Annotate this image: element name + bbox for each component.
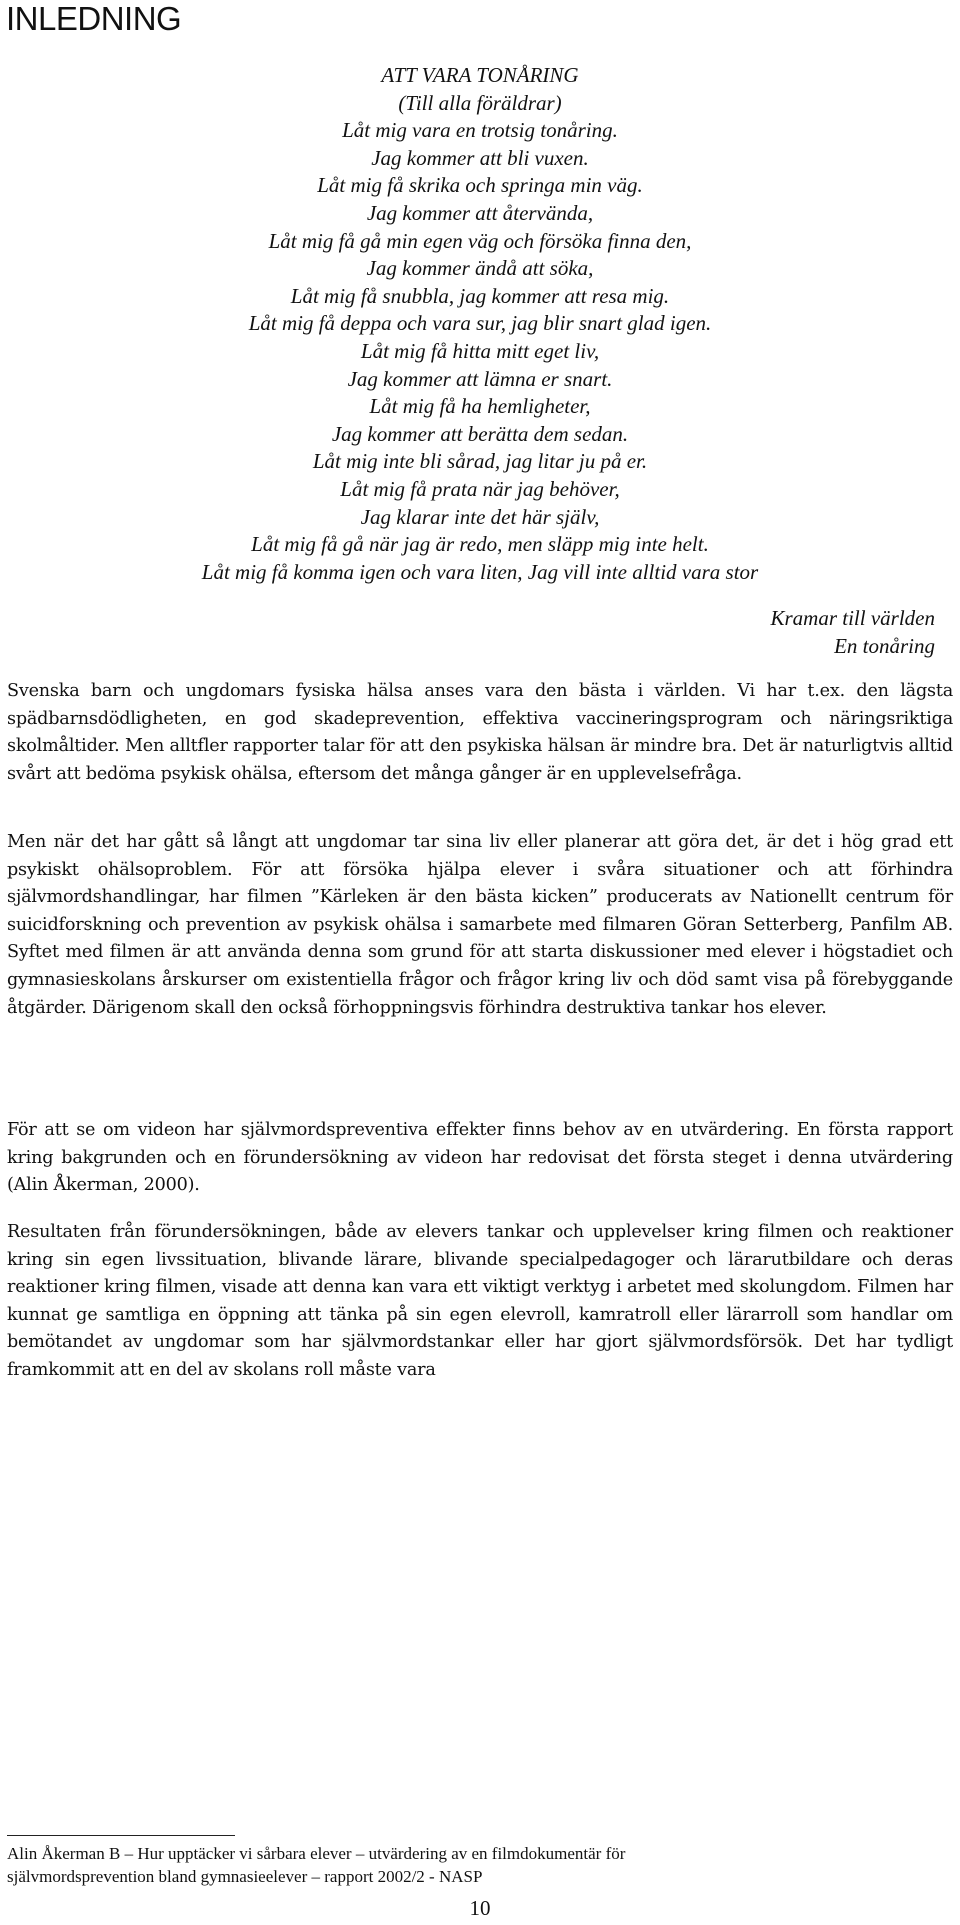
- poem: [0, 62, 960, 586]
- poem-line: Låt mig få komma igen och vara liten, Jag vill inte alltid vara stor: [201, 559, 759, 584]
- poem-line: Låt mig få gå min egen väg och försöka finna den,: [268, 228, 692, 253]
- page-footer: [7, 1842, 953, 1888]
- poem-line: Låt mig vara en trotsig tonåring.: [342, 118, 618, 143]
- poem-line: Jag kommer ändå att söka,: [366, 256, 594, 281]
- signoff-author: En tonåring: [834, 633, 935, 658]
- poem-line: Låt mig få gå när jag är redo, men släpp mig inte helt.: [251, 532, 709, 557]
- footer-citation-line-2: självmordsprevention bland gymnasieelever – rapport 2002/2 - NASP: [7, 1867, 483, 1886]
- body-paragraph: Svenska barn och ungdomars fysiska hälsa anses vara den bästa i världen. Vi har t.ex. den lägsta spädbarnsdödligheten, en god skadeprevention, effektiva vaccineringsprogram och näringsriktiga skolmåltider. Men alltfler rapporter talar för att den psykiska hälsan är mindre bra. Det är naturligtvis alltid svårt att bedöma psykisk ohälsa, eftersom det många gånger är en upplevelsefråga.: [7, 681, 953, 784]
- poem-line: Jag kommer att berätta dem sedan.: [331, 421, 629, 446]
- poem-line: Jag kommer att lämna er snart.: [347, 366, 613, 391]
- poem-line: Låt mig få snubbla, jag kommer att resa mig.: [290, 283, 670, 308]
- body-paragraph: För att se om videon har självmordspreventiva effekter finns behov av en utvärdering. En första rapport kring bakgrunden och en förundersökning av videon har redovisat det första steget i denna utvärdering (Alin Åkerman, 2000).: [7, 1120, 953, 1196]
- poem-title: ATT VARA TONÅRING: [381, 63, 579, 87]
- poem-line: Jag klarar inte det här själv,: [360, 504, 600, 529]
- poem-line: Låt mig få ha hemligheter,: [369, 394, 591, 419]
- poem-line: Låt mig få skrika och springa min väg.: [317, 173, 643, 198]
- footer-citation-line-1: Alin Åkerman B – Hur upptäcker vi sårbara elever – utvärdering av en filmdokumentär för: [7, 1844, 626, 1863]
- signoff-line: Kramar till världen: [770, 606, 935, 630]
- poem-line: Låt mig få prata när jag behöver,: [340, 476, 620, 501]
- page-number: 10: [469, 1896, 491, 1920]
- poem-line: Jag kommer att bli vuxen.: [371, 145, 589, 170]
- body-paragraph: Men när det har gått så långt att ungdomar tar sina liv eller planerar att göra det, är det i hög grad ett psykiskt ohälsoproblem. För att försöka hjälpa elever i svåra situationer och att förhindra självmordshandlingar, har filmen ”Kärleken är den bästa kicken” producerats av Nationellt centrum för suicidforskning och prevention av psykisk ohälsa i samarbete med filmaren Göran Setterberg, Panfilm AB. Syftet med filmen är att använda denna som grund för att starta diskussioner med elever i högstadiet och gymnasieskolans årskurser om existentiella frågor och frågor kring liv och död samt visa på förebyggande åtgärder. Därigenom skall den också förhoppningsvis förhindra destruktiva tankar hos elever.: [7, 832, 953, 1018]
- footer-divider: [7, 1835, 235, 1836]
- poem-dedication: (Till alla föräldrar): [398, 90, 562, 115]
- poem-line: Låt mig få deppa och vara sur, jag blir snart glad igen.: [248, 311, 712, 336]
- section-heading: INLEDNING: [6, 0, 182, 37]
- body-paragraph: Resultaten från förundersökningen, både av elevers tankar och upplevelser kring filmen och reaktioner kring sin egen livssituation, blivande lärare, blivande specialpedagoger och lärarutbildare och deras reaktioner kring filmen, visade att denna kan vara ett viktigt verktyg i arbetet med skolungdom. Filmen har kunnat ge samtliga en öppning att tänka på sin egen elevroll, kamratroll eller lärarroll som handlar om bemötandet av ungdomar som har självmordstankar eller har gjort självmordsförsök. Det har tydligt framkommit att en del av skolans roll måste vara: [7, 1222, 953, 1380]
- poem-line: Låt mig inte bli sårad, jag litar ju på er.: [312, 449, 648, 474]
- poem-signoff: [770, 605, 935, 660]
- poem-line: Låt mig få hitta mitt eget liv,: [360, 338, 600, 363]
- poem-line: Jag kommer att återvända,: [366, 200, 594, 225]
